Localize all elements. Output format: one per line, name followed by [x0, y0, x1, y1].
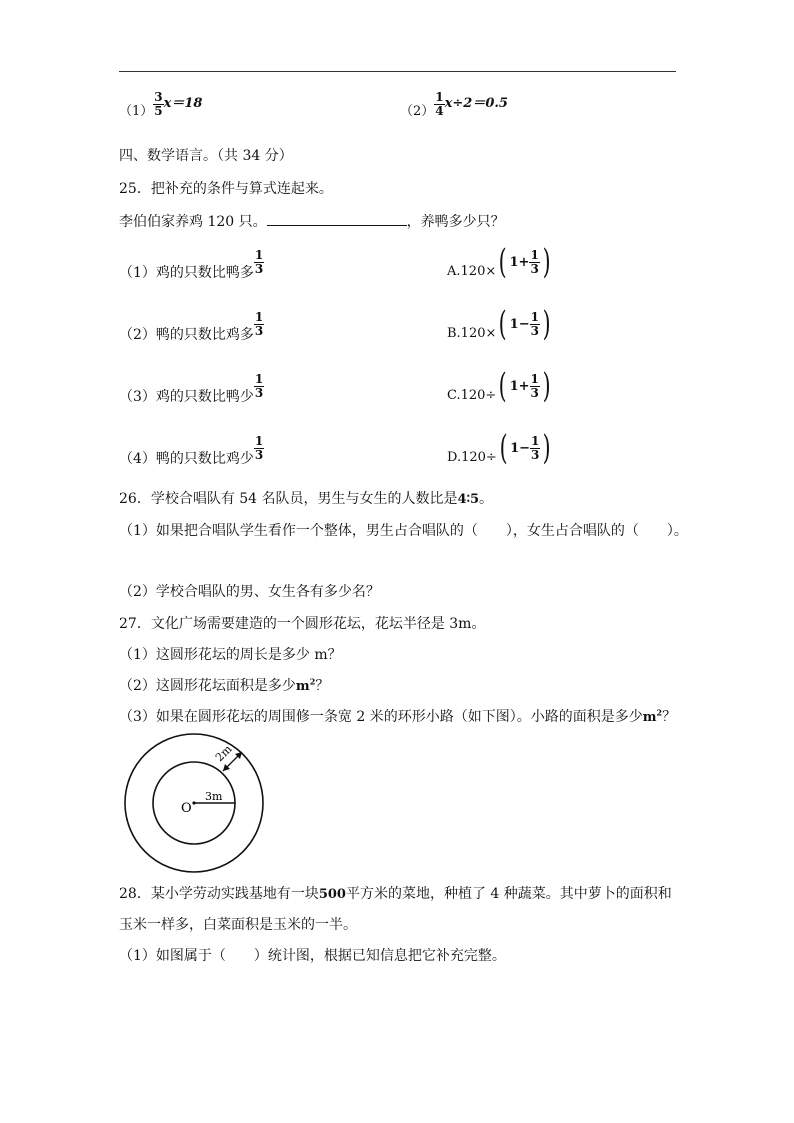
- q25-left-3[interactable]: （3）鸡的只数比鸭少 $\frac{1}{3}$: [119, 372, 264, 405]
- q25-option-c[interactable]: C.120÷( 1+ $\frac{1}{3}$ ): [447, 366, 551, 406]
- q28-line-2: 玉米一样多，白菜面积是玉米的一半。: [119, 917, 357, 933]
- q26-title: 26．学校合唱队有 54 名队员，男生与女生的人数比是4∶5。: [119, 491, 494, 507]
- header-rule: [119, 71, 676, 72]
- ring-path-figure: [119, 732, 269, 874]
- q26-part-1: （1）如果把合唱队学生看作一个整体，男生占合唱队的（ ），女生占合唱队的（ ）。: [119, 523, 688, 539]
- q25-option-d[interactable]: D.120÷( 1− $\frac{1}{3}$ ): [447, 428, 552, 468]
- q27-part-3: （3）如果在圆形花坛的周围修一条宽 2 米的环形小路（如下图）。小路的面积是多少$m^2$？: [119, 707, 677, 725]
- equation-2-fraction: $\frac{1}{4}$: [435, 89, 444, 118]
- q27-title: 27．文化广场需要建造的一个圆形花坛，花坛半径是 3m。: [119, 616, 486, 632]
- q25-option-a[interactable]: A.120×( 1+ $\frac{1}{3}$ ): [447, 242, 551, 282]
- q25-answer-blank[interactable]: [267, 211, 407, 226]
- q25-left-4[interactable]: （4）鸭的只数比鸡少 $\frac{1}{3}$: [119, 434, 264, 467]
- width-label: 2m: [212, 742, 235, 765]
- q25-stem: 李伯伯家养鸡 120 只。 ，养鸭多少只？: [119, 211, 505, 231]
- equation-1: （1） $\frac{3}{5}$ x＝18: [119, 89, 203, 119]
- center-point: [192, 801, 195, 804]
- q25-left-1[interactable]: （1）鸡的只数比鸭多 $\frac{1}{3}$: [119, 248, 264, 281]
- section-heading: 四、数学语言。（共 34 分）: [119, 148, 293, 164]
- equation-1-fraction: $\frac{3}{5}$: [154, 89, 163, 118]
- q25-option-b[interactable]: B.120×( 1− $\frac{1}{3}$ ): [447, 304, 551, 344]
- q28-line-1: 28．某小学劳动实践基地有一块500平方米的菜地，种植了 4 种蔬菜。其中萝卜的面积和: [119, 886, 672, 902]
- radius-label: 3m: [205, 790, 223, 803]
- q26-part-2: （2）学校合唱队的男、女生各有多少名？: [119, 584, 380, 600]
- q25-title: 25．把补充的条件与算式连起来。: [119, 181, 333, 197]
- equation-2: （2） $\frac{1}{4}$ x÷2＝0.5: [400, 89, 508, 119]
- q28-part-1: （1）如图属于（ ）统计图，根据已知信息把它补充完整。: [119, 948, 506, 964]
- q27-part-1: （1）这圆形花坛的周长是多少 m？: [119, 647, 342, 663]
- q27-part-2: （2）这圆形花坛面积是多少$m^2$？: [119, 676, 330, 694]
- center-label: O: [181, 801, 192, 816]
- q25-left-2[interactable]: （2）鸭的只数比鸡多 $\frac{1}{3}$: [119, 310, 264, 343]
